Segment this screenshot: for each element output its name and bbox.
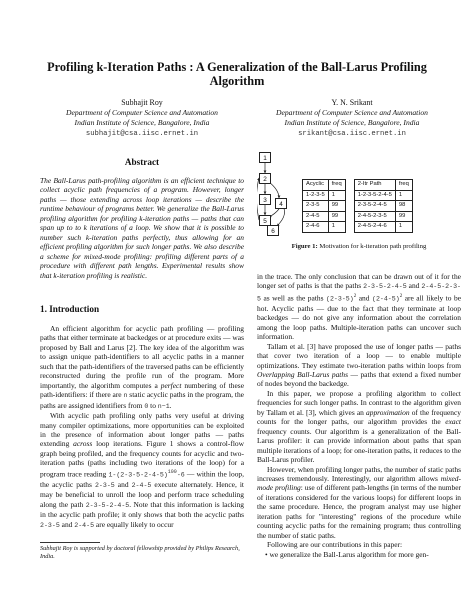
table-header-cell: Acyclic <box>303 180 329 191</box>
table-header-cell: freq <box>395 180 412 191</box>
right-paragraph-4: However, when profiling longer paths, the number of static paths increases tremendously. Interestingly, our algorithm allows mixed-mode profiling: use of different path-lengths (in terms of the number of iterations considered for the various loops) for different loops in the same procedure. Hence, the program analyst may use higher iteration paths for "interesting" regions of the procedure while counting acyclic paths for the remaining program; thus controlling the number of static paths. <box>257 464 461 540</box>
cfg-node: 4 <box>275 198 287 209</box>
table-row <box>303 201 413 212</box>
author-block-1 <box>40 98 244 139</box>
introduction-body <box>40 324 244 530</box>
table-cell: 2-4-5-2-3-5 <box>354 211 395 222</box>
table-header-row <box>303 180 413 191</box>
right-column-body <box>257 272 461 559</box>
author-block-2 <box>250 98 454 139</box>
author-name: Y. N. Srikant <box>331 98 373 107</box>
figure-caption-text: Motivation for k-iteration path profiling <box>317 243 427 250</box>
author-email: subhajit@csa.iisc.ernet.in <box>85 129 199 138</box>
table-cell: 2-3-5 <box>303 201 329 212</box>
author-email: srikant@csa.iisc.ernet.in <box>298 129 406 138</box>
author-institution: Indian Institute of Science, Bangalore, India <box>74 118 210 128</box>
table-row <box>303 211 413 222</box>
table-cell: 99 <box>328 201 345 212</box>
contribution-bullet: • we generalize the Ball-Larus algorithm for more gen- <box>265 549 429 559</box>
path-frequency-table <box>302 179 413 233</box>
cfg-node: 5 <box>259 215 271 226</box>
table-header-cell: 2-Itr Path <box>354 180 395 191</box>
abstract-heading: Abstract <box>124 157 160 167</box>
table-cell: 1-2-3-5 <box>303 190 329 201</box>
table-gap <box>345 222 354 233</box>
table-row <box>303 222 413 233</box>
table-header-cell: freq <box>328 180 345 191</box>
table-gap <box>345 190 354 201</box>
right-paragraph-5: Following are our contributions in this paper: <box>267 540 403 550</box>
table-cell: 2-4-6 <box>303 222 329 233</box>
author-name: Subhajit Roy <box>121 98 163 107</box>
abstract-text: The Ball-Larus path-profiling algorithm is an efficient technique to collect acyclic path frequencies of a program. However, longer paths — those extending across loop iterations — describe the runtime behaviour of programs better. We generalize the Ball-Larus profiling algorithm for profiling k-iteration paths — paths that can span up to to k iterations of a loop. We show that it is possible to number such k-iteration paths perfectly, thus allowing for an efficient profiling algorithm for such longer paths. We also describe a scheme for mixed-mode profiling: profiling different parts of a procedure with different path lengths. Experimental results show that k-iteration profiling is realistic. <box>40 176 244 280</box>
intro-paragraph-2: With acyclic path profiling only paths very useful at driving many compiler optimizations, more opportunities can be exploited in the presence of information about longer paths — paths extending across loop iterations. Figure 1 shows a control-flow graph being profiled, and the frequency counts for acyclic and two-iteration paths (paths including two iterations of the loop) for a program trace reading $1-(2-3-5-2-4-5)^{100}-6$ — within the loop, the acyclic paths 2-3-5 and 2-4-5 execute alternately. Hence, it may be beneficial to unroll the loop and perform trace scheduling along the path 2-3-5-2-4-5. Note that this information is lacking in the acyclic path profile; it only shows that both the acyclic paths 2-3-5 and 2-4-5 are equally likely to occur <box>40 411 244 529</box>
paper-title: Profiling k-Iteration Paths : A Generalization of the Ball-Larus Profiling Algorithm <box>47 60 427 88</box>
table-cell: 1-2-3-5-2-4-5 <box>354 190 395 201</box>
table-cell: 1 <box>395 222 412 233</box>
table-cell: 1 <box>395 190 412 201</box>
cfg-node: 3 <box>259 194 271 205</box>
table-cell: 2-3-5-2-4-5 <box>354 201 395 212</box>
cfg-node: 1 <box>259 152 271 163</box>
footnote-rule <box>40 542 100 543</box>
author-department: Department of Computer Science and Automation <box>66 108 218 118</box>
table-cell: 98 <box>395 201 412 212</box>
table-cell: 2-4-5-2-4-6 <box>354 222 395 233</box>
figure-caption-label: Figure 1: <box>291 243 318 250</box>
bullet-icon: • <box>265 549 270 559</box>
table-cell: 1 <box>328 190 345 201</box>
table-gap <box>345 211 354 222</box>
table-gap <box>345 180 354 191</box>
table-gap <box>345 201 354 212</box>
figure-1 <box>257 152 461 267</box>
cfg-node: 6 <box>267 225 279 236</box>
right-paragraph-1: in the trace. The only conclusion that can be drawn out of it for the longer set of paths is that the paths 2-3-5-2-4-5 and 2-4-5-2-3-5 as well as the paths $(2-3-5)^2$ and $(2-4-5)^2$ are all likely to be hot. Acyclic paths — due to the fact that they terminate at loop backedges — do not give any information about the correlation among the loop paths. Multiple-iteration paths can uncover such information. <box>257 272 461 342</box>
table-row <box>303 190 413 201</box>
right-paragraph-2: Tallam et al. [3] have proposed the use of longer paths — paths that cover two iteration of a loop — to enable multiple optimizations. They estimate two-iteration paths within loops from Overlapping Ball-Larus paths — paths that extend a fixed number of nodes beyond the backedge. <box>257 341 461 389</box>
right-paragraph-3: In this paper, we propose a profiling algorithm to collect frequencies for such longer paths. In contrast to the algorithm given by Tallam et al. [3], which gives an approximation of the frequency counts for the longer paths, our algorithm provides the exact frequency counts. Our algorithm is a generalization of the Ball-Larus profiler: it can provide information about paths that span multiple iterations of a loop; for one-iteration paths, it reduces to the Ball-Larus profiler. <box>257 388 461 465</box>
intro-paragraph-1: An efficient algorithm for acyclic path profiling — profiling paths that either terminate at backedges or at procedure exits — was proposed by Ball and Larus [2]. The key idea of the algorithm was to assign unique path-identifiers to all acyclic paths in a manner such that the path-identifiers of the traversed paths can be efficiently reconstructed during the profile run of the program. More importantly, the algorithm computes a perfect numbering of these path-identifiers: if there are n static acyclic paths in the program, the paths are assigned identifiers from 0 to n−1. <box>40 324 244 410</box>
table-cell: 2-4-5 <box>303 211 329 222</box>
figure-caption <box>257 243 461 250</box>
section-heading: 1. Introduction <box>40 304 100 314</box>
cfg-node: 2 <box>259 173 271 184</box>
table-cell: 99 <box>395 211 412 222</box>
table-cell: 1 <box>328 222 345 233</box>
author-department: Department of Computer Science and Automation <box>276 108 428 118</box>
abstract-body <box>40 176 244 280</box>
footnote: Subhajit Roy is supported by doctoral fellowship provided by Philips Research, India. <box>40 545 240 561</box>
author-institution: Indian Institute of Science, Bangalore, India <box>284 118 420 128</box>
table-cell: 99 <box>328 211 345 222</box>
